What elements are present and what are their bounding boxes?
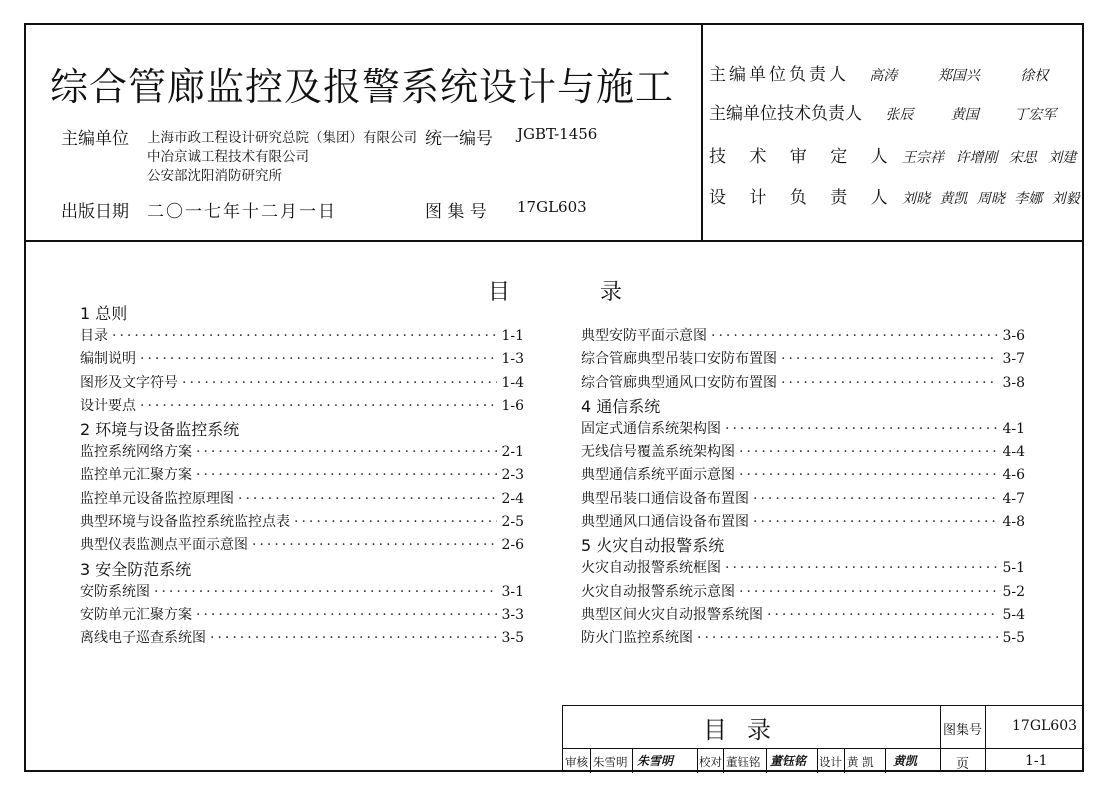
toc-entry[interactable] [581, 511, 1025, 534]
title-block-vline [766, 748, 767, 773]
toc-entry[interactable] [80, 464, 524, 487]
toc-leader-dots [140, 395, 497, 418]
toc-entry-page: 2-3 [501, 467, 524, 484]
editor-label: 主编单位 [61, 129, 129, 149]
toc-entry-page: 3-8 [1002, 374, 1025, 391]
toc-entry-title: 火灾自动报警系统框图 [581, 560, 721, 577]
toc-entry[interactable] [80, 395, 524, 418]
toc-leader-dots [238, 488, 497, 511]
toc-leader-dots [739, 464, 998, 487]
toc-entry-title: 综合管廊典型通风口安防布置图 [581, 374, 777, 391]
review-name: 朱雪明 [593, 755, 628, 769]
toc-leader-dots [711, 325, 998, 348]
toc-entry-page: 2-4 [501, 490, 524, 507]
title-block-vline [940, 706, 941, 772]
toc-entry[interactable] [581, 372, 1025, 395]
title-block-vline [723, 748, 724, 773]
toc-leader-dots [182, 372, 497, 395]
toc-entry[interactable] [581, 464, 1025, 487]
toc-entry-page: 5-1 [1002, 560, 1025, 577]
check-name: 董钰铭 [726, 755, 761, 769]
toc-entry-page: 1-6 [501, 397, 524, 414]
toc-section-heading: 3 安全防范系统 [80, 559, 192, 579]
toc-entry-title: 编制说明 [80, 351, 136, 368]
toc-entry-title: 图形及文字符号 [80, 374, 178, 391]
check-signature: 董钰铭 [770, 754, 807, 768]
toc-entry[interactable] [80, 511, 524, 534]
toc-entry-title: 离线电子巡查系统图 [80, 630, 206, 647]
toc-entry-title: 安防系统图 [80, 583, 150, 600]
toc-entry-title: 典型区间火灾自动报警系统图 [581, 606, 763, 623]
signature: 刘建 [1048, 150, 1077, 166]
resp-row-3 [709, 142, 1077, 167]
editor-unit-2: 中冶京诚工程技术有限公司 [147, 149, 309, 165]
resp-role: 技 术 审 定 人 [709, 147, 897, 167]
resp-row-2 [709, 99, 1057, 124]
signature: 黄国 [950, 107, 979, 123]
toc-leader-dots [252, 534, 497, 557]
toc-entry[interactable] [80, 604, 524, 627]
toc-leader-dots [781, 348, 998, 371]
toc-entry-page: 2-5 [501, 514, 524, 531]
title-block-atlas-label: 图集号 [943, 723, 983, 738]
editor-unit-1: 上海市政工程设计研究总院（集团）有限公司 [147, 130, 417, 146]
toc-entry-page: 3-3 [501, 606, 524, 623]
toc-entry[interactable] [581, 325, 1025, 348]
toc-entry[interactable] [581, 581, 1025, 604]
toc-leader-dots [196, 604, 497, 627]
toc-entry[interactable] [581, 557, 1025, 580]
toc-entry-page: 4-4 [1002, 444, 1025, 461]
signature: 许增刚 [955, 150, 998, 166]
toc-entry-title: 火灾自动报警系统示意图 [581, 583, 735, 600]
resp-role: 设 计 负 责 人 [709, 188, 897, 208]
toc-leader-dots [294, 511, 497, 534]
toc-title-right: 录 [600, 280, 623, 305]
toc-entry[interactable] [80, 441, 524, 464]
signature: 丁宏军 [1014, 107, 1057, 123]
signature: 刘晓 [902, 191, 931, 207]
signature: 张辰 [885, 107, 914, 123]
toc-entry-title: 固定式通信系统架构图 [581, 420, 721, 437]
toc-entry[interactable] [80, 325, 524, 348]
toc-entry-title: 监控单元汇聚方案 [80, 467, 192, 484]
header-bottom-line [24, 240, 1084, 242]
toc-entry-page: 5-2 [1002, 583, 1025, 600]
toc-entry-page: 1-3 [501, 351, 524, 368]
toc-leader-dots [739, 441, 998, 464]
date-value: 二〇一七年十二月一日 [147, 202, 337, 222]
date-label: 出版日期 [61, 202, 129, 222]
toc-entry-page: 3-5 [501, 630, 524, 647]
resp-role: 主编单位技术负责人 [709, 104, 862, 124]
title-block-atlas-value: 17GL603 [1012, 718, 1078, 734]
resp-row-1 [709, 60, 1049, 85]
toc-entry-title: 典型通信系统平面示意图 [581, 467, 735, 484]
code-label: 统一编号 [425, 129, 493, 149]
toc-leader-dots [725, 418, 998, 441]
signature: 宋思 [1008, 150, 1037, 166]
toc-entry-title: 监控系统网络方案 [80, 444, 192, 461]
title-block-vline [885, 748, 886, 773]
toc-entry-page: 5-5 [1002, 630, 1025, 647]
signature: 郑国兴 [937, 68, 980, 84]
toc-leader-dots [196, 464, 497, 487]
document-title: 综合管廊监控及报警系统设计与施工 [50, 65, 675, 109]
signature: 刘毅 [1051, 191, 1080, 207]
toc-leader-dots [753, 511, 998, 534]
toc-entry-title: 典型仪表监测点平面示意图 [80, 537, 248, 554]
resp-role: 主编单位负责人 [709, 65, 849, 85]
title-block-title: 目录 [703, 716, 791, 744]
signature: 黄凯 [939, 191, 968, 207]
atlas-label: 图 集 号 [425, 202, 487, 222]
toc-entry-page: 3-7 [1002, 351, 1025, 368]
title-block-vline [817, 748, 818, 773]
title-block-vline [844, 748, 845, 773]
design-name: 黄 凯 [847, 755, 874, 769]
title-block-vline [632, 748, 633, 773]
toc-leader-dots [154, 581, 497, 604]
toc-entry-page: 1-1 [501, 328, 524, 344]
toc-entry-page: 2-1 [501, 444, 524, 461]
toc-entry-page: 3-6 [1002, 328, 1025, 344]
toc-section-heading: 4 通信系统 [581, 396, 661, 416]
toc-section-heading: 5 火灾自动报警系统 [581, 536, 725, 556]
toc-entry-title: 设计要点 [80, 397, 136, 414]
toc-entry-title: 目录 [80, 328, 108, 344]
toc-entry-title: 典型吊装口通信设备布置图 [581, 490, 749, 507]
review-signature: 朱雪明 [637, 754, 674, 768]
toc-entry[interactable] [80, 534, 524, 557]
toc-entry-page: 1-4 [501, 374, 524, 391]
code-value: JGBT-1456 [517, 125, 598, 143]
signature: 徐权 [1020, 68, 1049, 84]
toc-entry[interactable] [581, 627, 1025, 650]
toc-entry[interactable] [80, 581, 524, 604]
toc-entry-title: 安防单元汇聚方案 [80, 606, 192, 623]
toc-entry-page: 4-1 [1002, 420, 1025, 437]
check-label: 校对 [699, 755, 722, 769]
toc-right-column [581, 325, 1025, 651]
toc-entry-title: 监控单元设备监控原理图 [80, 490, 234, 507]
signature: 王宗祥 [902, 150, 945, 166]
toc-entry[interactable] [581, 348, 1025, 371]
toc-entry-title: 典型环境与设备监控系统监控点表 [80, 514, 290, 531]
toc-leader-dots [753, 488, 998, 511]
toc-section-heading: 1 总则 [80, 304, 128, 323]
toc-leader-dots [210, 627, 497, 650]
toc-entry[interactable] [80, 348, 524, 371]
atlas-value: 17GL603 [517, 198, 587, 216]
design-signature: 黄凯 [893, 754, 918, 768]
toc-entry-page: 4-6 [1002, 467, 1025, 484]
toc-section-heading: 2 环境与设备监控系统 [80, 420, 240, 440]
toc-leader-dots [725, 557, 998, 580]
toc-title-left: 目 [488, 280, 511, 305]
title-block-hline [563, 748, 1084, 749]
toc-entry[interactable] [581, 488, 1025, 511]
toc-entry[interactable] [80, 372, 524, 395]
title-block-page-value: 1-1 [1025, 753, 1048, 769]
toc-entry[interactable] [80, 488, 524, 511]
toc-leader-dots [697, 627, 998, 650]
toc-entry-title: 防火门监控系统图 [581, 630, 693, 647]
signature: 高涛 [869, 68, 898, 84]
toc-leader-dots [112, 325, 497, 348]
design-label: 设计 [819, 755, 842, 769]
toc-entry-page: 4-8 [1002, 514, 1025, 531]
title-block-vline [985, 706, 986, 772]
toc-left-column [80, 302, 524, 651]
editor-unit-3: 公安部沈阳消防研究所 [147, 168, 282, 184]
toc-entry-title: 综合管廊典型吊装口安防布置图 [581, 351, 777, 368]
toc-leader-dots [140, 348, 497, 371]
review-label: 审核 [565, 755, 588, 769]
signature: 李娜 [1014, 191, 1043, 207]
title-block-vline [697, 748, 698, 773]
toc-entry-page: 3-1 [501, 583, 524, 600]
toc-entry-title: 典型安防平面示意图 [581, 328, 707, 344]
toc-entry[interactable] [581, 604, 1025, 627]
resp-row-4 [709, 183, 1080, 208]
toc-entry-page: 4-7 [1002, 490, 1025, 507]
title-block-page-label: 页 [956, 757, 970, 772]
toc-leader-dots [781, 372, 998, 395]
toc-entry-title: 无线信号覆盖系统架构图 [581, 444, 735, 461]
title-block [562, 705, 1084, 772]
title-block-vline [590, 748, 591, 773]
toc-leader-dots [739, 581, 998, 604]
toc-entry[interactable] [581, 418, 1025, 441]
toc-leader-dots [196, 441, 497, 464]
toc-entry-page: 5-4 [1002, 606, 1025, 623]
signature: 周晓 [976, 191, 1005, 207]
toc-entry-page: 2-6 [501, 537, 524, 554]
toc-entry-title: 典型通风口通信设备布置图 [581, 514, 749, 531]
toc-entry[interactable] [80, 627, 524, 650]
toc-leader-dots [767, 604, 998, 627]
header-divider [701, 23, 703, 240]
toc-entry[interactable] [581, 441, 1025, 464]
